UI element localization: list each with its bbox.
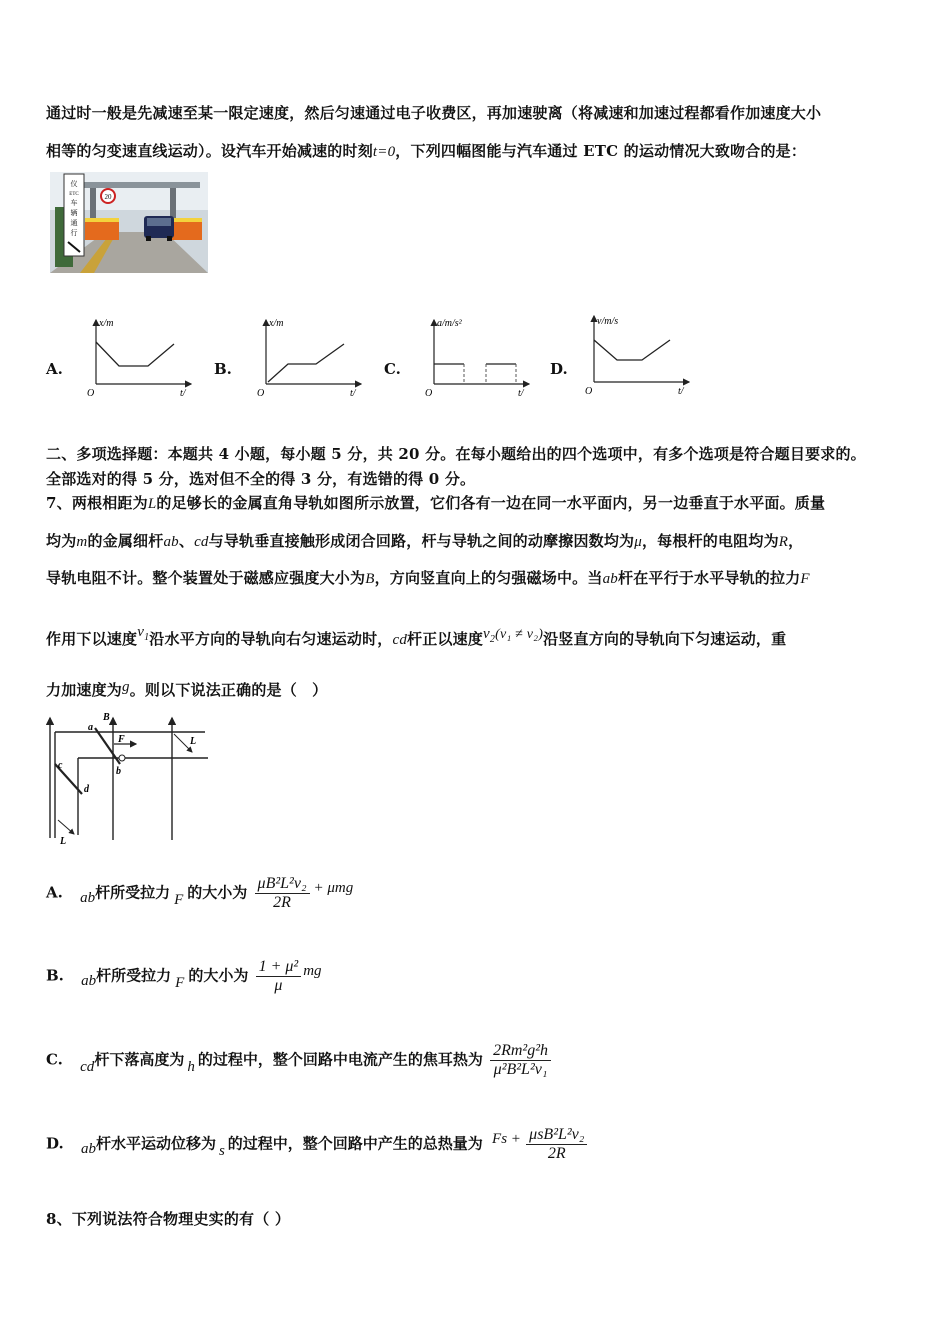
graph-a — [86, 314, 196, 398]
var-F: F — [175, 974, 185, 991]
q7-line-3 — [46, 567, 810, 588]
q7-text: 作用下以速度 — [46, 630, 138, 648]
formula-prefix: Fs + — [492, 1130, 521, 1147]
subscript: 1 — [144, 632, 150, 643]
option-text: 的过程中，整个回路中产生的总热量为 — [227, 1134, 483, 1153]
y-axis-label: v/m/s — [597, 316, 619, 327]
origin-label: O — [257, 388, 265, 398]
y-axis-label: x/m — [99, 318, 114, 329]
denominator: 2R — [273, 894, 291, 911]
q7-text: 沿水平方向的导轨向右匀速运动时， — [149, 630, 393, 648]
q8-text: 8、下列说法符合物理史实的有（ ） — [46, 1210, 291, 1228]
label-b: b — [116, 766, 121, 777]
var-m: m — [76, 534, 88, 550]
option-text: 杆所受拉力 — [95, 883, 171, 902]
var-mu: μ — [634, 534, 642, 550]
etc-toll-photo — [50, 172, 208, 273]
graph-option-d-label: D. — [550, 360, 568, 378]
x-axis-label: t/ — [350, 388, 356, 398]
var-v2 — [483, 626, 496, 645]
q7-text: 杆在平行于水平导轨的拉力 — [618, 569, 801, 587]
var-h: h — [187, 1058, 195, 1075]
intro-line-2 — [46, 140, 806, 161]
option-text: 杆所受拉力 — [96, 966, 172, 985]
option-letter: C. — [46, 1050, 63, 1069]
q7-text: 。则以下说法正确的是（ ） — [129, 681, 328, 699]
q7-text: 杆正以速度 — [407, 630, 484, 648]
var-cd: cd — [80, 1058, 95, 1075]
var-B: B — [365, 571, 375, 587]
option-d[interactable] — [46, 1126, 587, 1163]
q7-text: ，每根杆的电阻均为 — [641, 532, 779, 550]
formula-tail: + μmg — [313, 879, 354, 896]
fraction — [256, 958, 302, 995]
var-F: F — [174, 891, 184, 908]
numerator: 1 + μ² — [256, 958, 302, 977]
intro-text: ，下列四幅图能与汽车通过 ETC 的运动情况大致吻合的是： — [395, 142, 807, 160]
var-L: L — [147, 496, 157, 512]
var-v: v — [483, 626, 490, 642]
svg-text:ETC: ETC — [69, 192, 79, 197]
q7-text: 均为 — [46, 532, 77, 550]
var-v1 — [137, 624, 150, 643]
graph-option-a-label: A. — [46, 360, 63, 378]
label-L-bottom: L — [60, 836, 67, 847]
var-R: R — [778, 534, 789, 550]
option-text: 的过程中，整个回路中电流产生的焦耳热为 — [197, 1050, 483, 1069]
q7-text: 导轨电阻不计。整个装置处于磁感应强度大小为 — [46, 569, 366, 587]
q7-text: ，方向竖直向上的匀强磁场中。当 — [374, 569, 603, 587]
graph-c — [424, 314, 534, 398]
fraction — [255, 875, 310, 912]
svg-text:行: 行 — [70, 229, 78, 237]
q7-line-4 — [46, 624, 787, 651]
var-ab: ab — [602, 571, 618, 587]
option-letter: B. — [46, 966, 64, 985]
var-ab: ab — [163, 534, 179, 550]
y-axis-label: a/m/s² — [437, 318, 462, 329]
section2-line-1: 二、多项选择题：本题共 4 小题，每小题 5 分，共 20 分。在每小题给出的四个选项中，有多个选项是符合题目要求的。 — [46, 445, 866, 463]
numerator: 2Rm²g²h — [490, 1042, 551, 1061]
intro-text: 相等的匀变速直线运动）。设汽车开始减速的时刻 — [46, 142, 373, 160]
x-axis-label: t/ — [518, 388, 524, 398]
denominator: μ — [274, 977, 283, 994]
intro-line-1: 通过时一般是先减速至某一限定速度，然后匀速通过电子收费区，再加速驶离（将减速和加速过程都看作加速度大小 — [46, 104, 822, 122]
option-letter: A. — [46, 883, 63, 902]
q7-text: 、 — [178, 532, 195, 550]
numerator: μB²L²v₂ — [255, 875, 310, 894]
q7-line-5 — [46, 679, 327, 700]
q7-text: 沿竖直方向的导轨向下匀速运动，重 — [543, 630, 787, 648]
denominator: μ²B²L²v₁ — [493, 1061, 548, 1078]
q7-text: 的足够长的金属直角导轨如图所示放置，它们各有一边在同一水平面内，另一边垂直于水平面。质量 — [156, 494, 826, 512]
graph-b — [256, 314, 366, 398]
option-text: 的大小为 — [188, 966, 249, 985]
time-variable: t=0 — [372, 144, 396, 160]
label-F: F — [118, 734, 125, 745]
var-cd: cd — [392, 632, 408, 648]
var-s: s — [218, 1142, 225, 1159]
q7-text: ， — [788, 532, 804, 550]
var-ab: ab — [81, 972, 97, 989]
y-axis-label: x/m — [269, 318, 284, 329]
speed-limit-sign: 20 — [104, 193, 112, 201]
svg-text:辆: 辆 — [70, 209, 78, 217]
q7-text: 与导轨垂直接触形成闭合回路，杆与导轨之间的动摩擦因数均为 — [208, 532, 635, 550]
x-axis-label: t/ — [180, 388, 186, 398]
q7-line-2 — [46, 530, 803, 551]
var-F: F — [800, 571, 810, 587]
label-B-field: B — [103, 712, 110, 723]
velocity-condition: (v₁ ≠ v₂) — [495, 627, 544, 642]
section2-line-2: 全部选对的得 5 分，选对但不全的得 3 分，有选错的得 0 分。 — [46, 470, 476, 488]
formula-tail: mg — [303, 962, 322, 979]
var-cd: cd — [194, 534, 209, 550]
var-v: v — [137, 624, 145, 640]
subscript: 2 — [489, 634, 496, 645]
denominator: 2R — [547, 1145, 566, 1162]
option-text: 杆水平运动位移为 — [95, 1134, 216, 1153]
var-g: g — [122, 679, 130, 695]
fraction — [490, 1042, 551, 1079]
rail-diagram — [40, 710, 220, 850]
var-ab: ab — [80, 889, 96, 906]
fraction — [526, 1126, 587, 1163]
option-a[interactable] — [46, 875, 353, 912]
option-text: 的大小为 — [187, 883, 248, 902]
q7-text: 7、两根相距为 — [46, 494, 148, 512]
label-d: d — [84, 784, 89, 795]
svg-text:通: 通 — [70, 219, 78, 227]
q7-text: 的金属细杆 — [87, 532, 164, 550]
numerator: μsB²L²v₂ — [526, 1126, 587, 1145]
label-L-top: L — [190, 736, 197, 747]
graph-option-c-label: C. — [384, 360, 401, 378]
label-a: a — [88, 722, 93, 733]
var-ab: ab — [80, 1140, 96, 1157]
q7-line-1 — [46, 492, 825, 513]
option-c[interactable] — [46, 1042, 551, 1079]
svg-text:仪: 仪 — [70, 180, 78, 188]
option-b[interactable] — [46, 958, 322, 995]
svg-text:车: 车 — [70, 199, 78, 207]
graph-option-b-label: B. — [214, 360, 232, 378]
x-axis-label: t/ — [678, 386, 684, 397]
origin-label: O — [425, 388, 433, 398]
origin-label: O — [87, 388, 95, 398]
origin-label: O — [585, 386, 593, 397]
q7-text: 力加速度为 — [46, 681, 123, 699]
label-c: c — [58, 760, 63, 771]
option-text: 杆下落高度为 — [94, 1050, 185, 1069]
option-letter: D. — [46, 1134, 64, 1153]
graph-d — [584, 310, 694, 398]
